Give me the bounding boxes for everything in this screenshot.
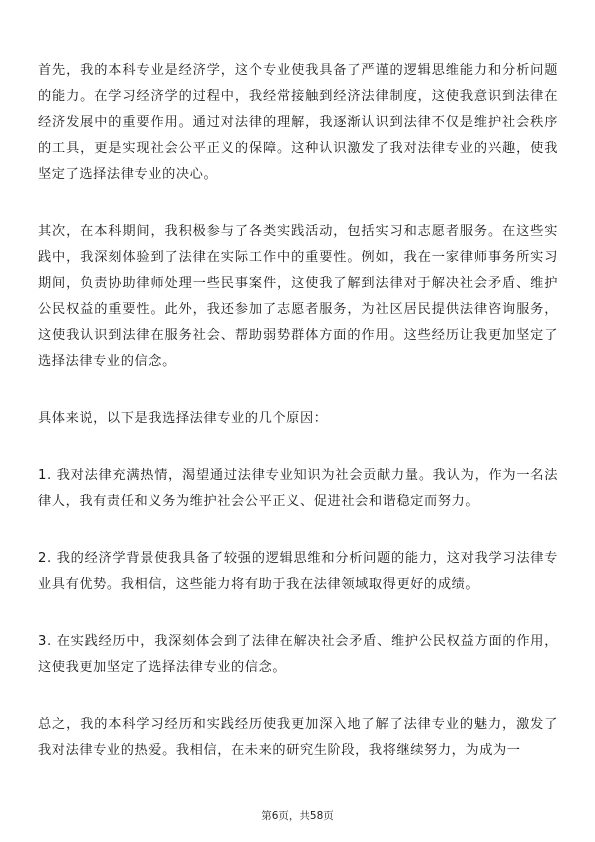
paragraph-major-economics: 首先，我的本科专业是经济学，这个专业使我具备了严谨的逻辑思维能力和分析问题的能力。在学习经济学的过程中，我经常接触到经济法律制度，这使我意识到法律在经济发展中的重要作用。通过对法律的理解，我逐渐认识到法律不仅是维护社会秩序的工具，更是实现社会公平正义的保障。这种认识激发了我对法律专业的兴趣，使我坚定了选择法律专业的决心。 [38, 63, 558, 182]
paragraph-reasons-intro: 具体来说，以下是我选择法律专业的几个原因： [38, 411, 328, 426]
document-body [38, 58, 558, 795]
list-item-reason-2: 2. 我的经济学背景使我具备了较强的逻辑思维和分析问题的能力，这对我学习法律专业具有优势。我相信，这些能力将有助于我在法律领域取得更好的成绩。 [38, 551, 558, 592]
list-item-reason-3: 3. 在实践经历中，我深刻体会到了法律在解决社会矛盾、维护公民权益方面的作用，这使我更加坚定了选择法律专业的信念。 [38, 634, 558, 675]
paragraph-practice-activities: 其次，在本科期间，我积极参与了各类实践活动，包括实习和志愿者服务。在这些实践中，我深刻体验到了法律在实际工作中的重要性。例如，我在一家律师事务所实习期间，负责协助律师处理一些民事案件，这使我了解到法律对于解决社会矛盾、维护公民权益的重要性。此外，我还参加了志愿者服务，为社区居民提供法律咨询服务，这使我认识到法律在服务社会、帮助弱势群体方面的作用。这些经历让我更加坚定了选择法律专业的信念。 [38, 224, 558, 369]
paragraph-conclusion: 总之，我的本科学习经历和实践经历使我更加深入地了解了法律专业的魅力，激发了我对法律专业的热爱。我相信，在未来的研究生阶段，我将继续努力，为成为一 [38, 717, 558, 758]
list-item-reason-1: 1. 我对法律充满热情，渴望通过法律专业知识为社会贡献力量。我认为，作为一名法律人，我有责任和义务为维护社会公平正义、促进社会和谐稳定而努力。 [38, 468, 558, 509]
page-number: 第6页，共58页 [261, 810, 334, 822]
